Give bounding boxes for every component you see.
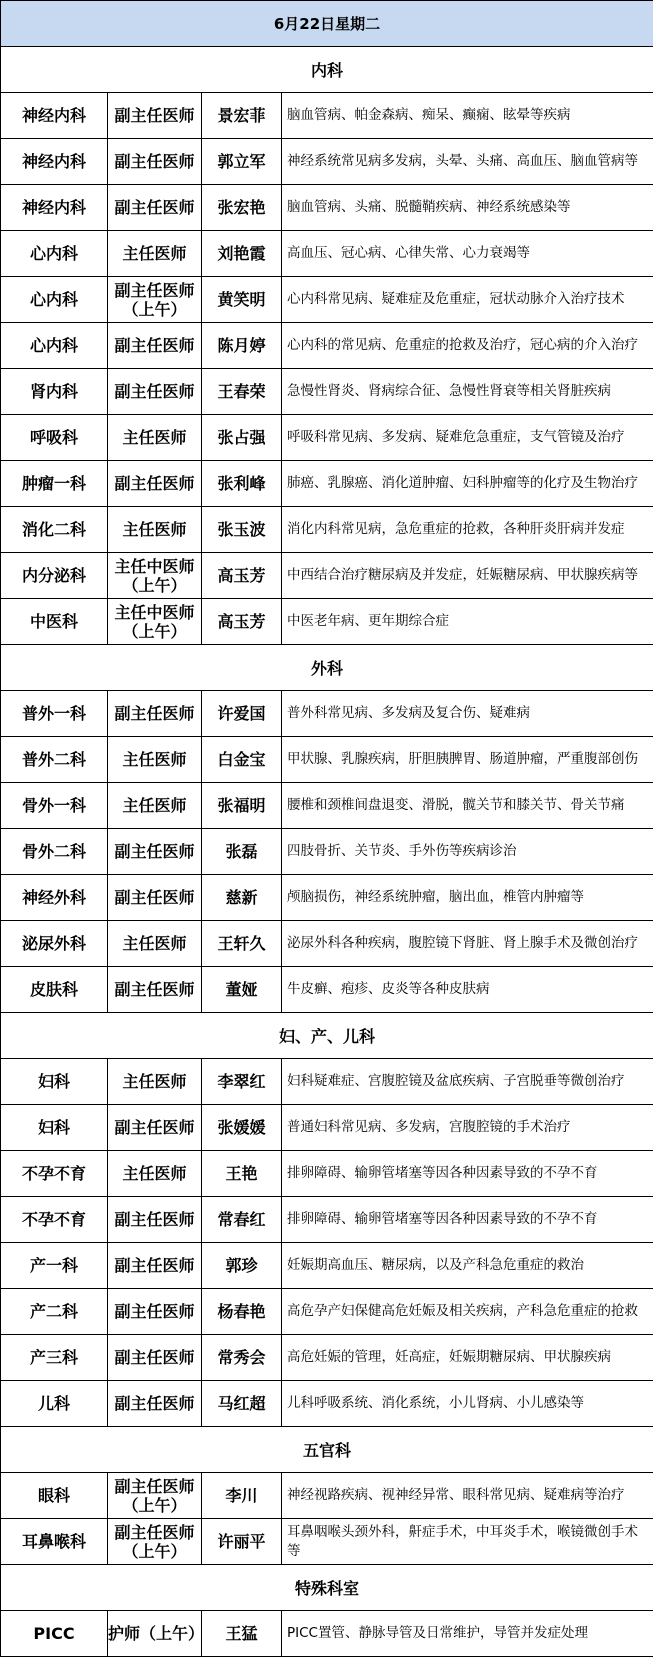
- section-title: 内科: [1, 47, 653, 93]
- doctor-title-cell: 主任医师: [108, 231, 202, 277]
- specialty-cell: 脑血管病、头痛、脱髓鞘疾病、神经系统感染等: [282, 185, 653, 231]
- doctor-title-cell: 副主任医师: [108, 1289, 202, 1335]
- doctor-name-cell: 王猛: [202, 1611, 282, 1657]
- section-title: 五官科: [1, 1427, 653, 1473]
- doctor-row: [1, 507, 653, 553]
- department-cell: 产二科: [1, 1289, 108, 1335]
- doctor-name-cell: 王轩久: [202, 921, 282, 967]
- doctor-title-cell: 主任医师: [108, 783, 202, 829]
- doctor-row: [1, 553, 653, 599]
- specialty-cell: PICC置管、静脉导管及日常维护，导管并发症处理: [282, 1611, 653, 1657]
- doctor-name-cell: 慈新: [202, 875, 282, 921]
- specialty-cell: 四肢骨折、关节炎、手外伤等疾病诊治: [282, 829, 653, 875]
- doctor-title-cell: 主任中医师（上午）: [108, 599, 202, 645]
- doctor-name-cell: 张玉波: [202, 507, 282, 553]
- department-cell: 耳鼻喉科: [1, 1519, 108, 1565]
- doctor-row: [1, 1289, 653, 1335]
- doctor-name-cell: 郭珍: [202, 1243, 282, 1289]
- schedule-body: [1, 1, 653, 1657]
- doctor-name-cell: 刘艳霞: [202, 231, 282, 277]
- doctor-row: [1, 921, 653, 967]
- doctor-title-cell: 主任医师: [108, 1151, 202, 1197]
- department-cell: 泌尿外科: [1, 921, 108, 967]
- doctor-row: [1, 139, 653, 185]
- doctor-row: [1, 599, 653, 645]
- doctor-name-cell: 张占强: [202, 415, 282, 461]
- doctor-title-cell: 副主任医师（上午）: [108, 277, 202, 323]
- department-cell: 妇科: [1, 1105, 108, 1151]
- department-cell: 普外二科: [1, 737, 108, 783]
- specialty-cell: 中西结合治疗糖尿病及并发症，妊娠糖尿病、甲状腺疾病等: [282, 553, 653, 599]
- department-cell: 神经内科: [1, 93, 108, 139]
- doctor-name-cell: 李川: [202, 1473, 282, 1519]
- specialty-cell: 儿科呼吸系统、消化系统，小儿肾病、小儿感染等: [282, 1381, 653, 1427]
- specialty-cell: 肺癌、乳腺癌、消化道肿瘤、妇科肿瘤等的化疗及生物治疗: [282, 461, 653, 507]
- doctor-name-cell: 许丽平: [202, 1519, 282, 1565]
- department-cell: 心内科: [1, 323, 108, 369]
- doctor-title-cell: 主任医师: [108, 507, 202, 553]
- department-cell: 肾内科: [1, 369, 108, 415]
- department-cell: 普外一科: [1, 691, 108, 737]
- specialty-cell: 脑血管病、帕金森病、痴呆、癫痫、眩晕等疾病: [282, 93, 653, 139]
- section-title: 妇、产、儿科: [1, 1013, 653, 1059]
- doctor-title-cell: 副主任医师: [108, 1197, 202, 1243]
- specialty-cell: 神经视路疾病、视神经异常、眼科常见病、疑难病等治疗: [282, 1473, 653, 1519]
- doctor-name-cell: 景宏菲: [202, 93, 282, 139]
- specialty-cell: 心内科常见病、疑难症及危重症，冠状动脉介入治疗技术: [282, 277, 653, 323]
- specialty-cell: 普通妇科常见病、多发病，宫腹腔镜的手术治疗: [282, 1105, 653, 1151]
- doctor-title-cell: 主任医师: [108, 415, 202, 461]
- doctor-name-cell: 马红超: [202, 1381, 282, 1427]
- department-cell: 皮肤科: [1, 967, 108, 1013]
- specialty-cell: 心内科的常见病、危重症的抢救及治疗，冠心病的介入治疗: [282, 323, 653, 369]
- doctor-name-cell: 白金宝: [202, 737, 282, 783]
- doctor-name-cell: 高玉芳: [202, 553, 282, 599]
- doctor-row: [1, 1381, 653, 1427]
- specialty-cell: 排卵障碍、输卵管堵塞等因各种因素导致的不孕不育: [282, 1197, 653, 1243]
- doctor-row: [1, 1197, 653, 1243]
- doctor-title-cell: 副主任医师: [108, 967, 202, 1013]
- specialty-cell: 甲状腺、乳腺疾病，肝胆胰脾胃、肠道肿瘤，严重腹部创伤: [282, 737, 653, 783]
- doctor-row: [1, 415, 653, 461]
- department-cell: 不孕不育: [1, 1197, 108, 1243]
- section-header-row: [1, 1013, 653, 1059]
- doctor-row: [1, 691, 653, 737]
- doctor-title-cell: 副主任医师: [108, 875, 202, 921]
- doctor-name-cell: 许爱国: [202, 691, 282, 737]
- specialty-cell: 神经系统常见病多发病，头晕、头痛、高血压、脑血管病等: [282, 139, 653, 185]
- section-title: 特殊科室: [1, 1565, 653, 1611]
- doctor-row: [1, 737, 653, 783]
- doctor-row: [1, 323, 653, 369]
- department-cell: 消化二科: [1, 507, 108, 553]
- doctor-title-cell: 主任医师: [108, 1059, 202, 1105]
- specialty-cell: 排卵障碍、输卵管堵塞等因各种因素导致的不孕不育: [282, 1151, 653, 1197]
- doctor-title-cell: 副主任医师: [108, 1381, 202, 1427]
- department-cell: 妇科: [1, 1059, 108, 1105]
- date-header: 6月22日星期二: [1, 1, 653, 47]
- doctor-row: [1, 1473, 653, 1519]
- doctor-row: [1, 369, 653, 415]
- specialty-cell: 普外科常见病、多发病及复合伤、疑难病: [282, 691, 653, 737]
- specialty-cell: 消化内科常见病，急危重症的抢救，各种肝炎肝病并发症: [282, 507, 653, 553]
- department-cell: 内分泌科: [1, 553, 108, 599]
- specialty-cell: 中医老年病、更年期综合症: [282, 599, 653, 645]
- department-cell: 神经外科: [1, 875, 108, 921]
- specialty-cell: 妊娠期高血压、糖尿病，以及产科急危重症的救治: [282, 1243, 653, 1289]
- doctor-row: [1, 1243, 653, 1289]
- doctor-title-cell: 副主任医师: [108, 323, 202, 369]
- doctor-title-cell: 主任医师: [108, 737, 202, 783]
- doctor-row: [1, 277, 653, 323]
- specialty-cell: 耳鼻咽喉头颈外科，鼾症手术，中耳炎手术，喉镜微创手术等: [282, 1519, 653, 1565]
- doctor-title-cell: 副主任医师: [108, 1243, 202, 1289]
- doctor-name-cell: 张福明: [202, 783, 282, 829]
- department-cell: 儿科: [1, 1381, 108, 1427]
- doctor-row: [1, 1519, 653, 1565]
- doctor-name-cell: 常秀会: [202, 1335, 282, 1381]
- section-header-row: [1, 645, 653, 691]
- specialty-cell: 妇科疑难症、宫腹腔镜及盆底疾病、子宫脱垂等微创治疗: [282, 1059, 653, 1105]
- doctor-title-cell: 副主任医师: [108, 461, 202, 507]
- specialty-cell: 腰椎和颈椎间盘退变、滑脱，髋关节和膝关节、骨关节痛: [282, 783, 653, 829]
- date-header-row: [1, 1, 653, 47]
- doctor-row: [1, 829, 653, 875]
- doctor-row: [1, 1611, 653, 1657]
- doctor-title-cell: 副主任医师: [108, 1335, 202, 1381]
- section-title: 外科: [1, 645, 653, 691]
- department-cell: 心内科: [1, 277, 108, 323]
- doctor-name-cell: 王春荣: [202, 369, 282, 415]
- doctor-title-cell: 主任医师: [108, 921, 202, 967]
- department-cell: 骨外二科: [1, 829, 108, 875]
- section-header-row: [1, 1427, 653, 1473]
- department-cell: 神经内科: [1, 185, 108, 231]
- doctor-row: [1, 185, 653, 231]
- doctor-title-cell: 主任中医师（上午）: [108, 553, 202, 599]
- department-cell: 产一科: [1, 1243, 108, 1289]
- department-cell: 骨外一科: [1, 783, 108, 829]
- department-cell: 产三科: [1, 1335, 108, 1381]
- doctor-title-cell: 副主任医师: [108, 691, 202, 737]
- specialty-cell: 牛皮癣、疱疹、皮炎等各种皮肤病: [282, 967, 653, 1013]
- doctor-name-cell: 张媛媛: [202, 1105, 282, 1151]
- department-cell: PICC: [1, 1611, 108, 1657]
- doctor-row: [1, 1105, 653, 1151]
- doctor-title-cell: 副主任医师: [108, 93, 202, 139]
- doctor-title-cell: 副主任医师（上午）: [108, 1519, 202, 1565]
- specialty-cell: 泌尿外科各种疾病，腹腔镜下肾脏、肾上腺手术及微创治疗: [282, 921, 653, 967]
- department-cell: 不孕不育: [1, 1151, 108, 1197]
- specialty-cell: 高危孕产妇保健高危妊娠及相关疾病，产科急危重症的抢救: [282, 1289, 653, 1335]
- specialty-cell: 高血压、冠心病、心律失常、心力衰竭等: [282, 231, 653, 277]
- doctor-row: [1, 875, 653, 921]
- department-cell: 中医科: [1, 599, 108, 645]
- doctor-row: [1, 1059, 653, 1105]
- doctor-title-cell: 副主任医师: [108, 185, 202, 231]
- doctor-title-cell: 副主任医师: [108, 139, 202, 185]
- doctor-name-cell: 黄笑明: [202, 277, 282, 323]
- specialty-cell: 呼吸科常见病、多发病、疑难危急重症，支气管镜及治疗: [282, 415, 653, 461]
- doctor-row: [1, 1335, 653, 1381]
- doctor-name-cell: 张磊: [202, 829, 282, 875]
- department-cell: 肿瘤一科: [1, 461, 108, 507]
- doctor-row: [1, 93, 653, 139]
- doctor-row: [1, 231, 653, 277]
- doctor-name-cell: 张利峰: [202, 461, 282, 507]
- specialty-cell: 颅脑损伤，神经系统肿瘤，脑出血，椎管内肿瘤等: [282, 875, 653, 921]
- doctor-name-cell: 高玉芳: [202, 599, 282, 645]
- doctor-name-cell: 陈月婷: [202, 323, 282, 369]
- section-header-row: [1, 1565, 653, 1611]
- doctor-title-cell: 副主任医师（上午）: [108, 1473, 202, 1519]
- doctor-row: [1, 967, 653, 1013]
- doctor-name-cell: 杨春艳: [202, 1289, 282, 1335]
- section-header-row: [1, 47, 653, 93]
- specialty-cell: 急慢性肾炎、肾病综合征、急慢性肾衰等相关肾脏疾病: [282, 369, 653, 415]
- doctor-name-cell: 李翠红: [202, 1059, 282, 1105]
- specialty-cell: 高危妊娠的管理，妊高症，妊娠期糖尿病、甲状腺疾病: [282, 1335, 653, 1381]
- doctor-name-cell: 张宏艳: [202, 185, 282, 231]
- doctor-title-cell: 护师（上午）: [108, 1611, 202, 1657]
- doctor-name-cell: 常春红: [202, 1197, 282, 1243]
- department-cell: 呼吸科: [1, 415, 108, 461]
- doctor-name-cell: 郭立军: [202, 139, 282, 185]
- doctor-title-cell: 副主任医师: [108, 829, 202, 875]
- department-cell: 心内科: [1, 231, 108, 277]
- doctor-row: [1, 783, 653, 829]
- department-cell: 神经内科: [1, 139, 108, 185]
- doctor-row: [1, 1151, 653, 1197]
- doctor-row: [1, 461, 653, 507]
- doctor-title-cell: 副主任医师: [108, 369, 202, 415]
- doctor-name-cell: 董娅: [202, 967, 282, 1013]
- doctor-name-cell: 王艳: [202, 1151, 282, 1197]
- department-cell: 眼科: [1, 1473, 108, 1519]
- doctor-title-cell: 副主任医师: [108, 1105, 202, 1151]
